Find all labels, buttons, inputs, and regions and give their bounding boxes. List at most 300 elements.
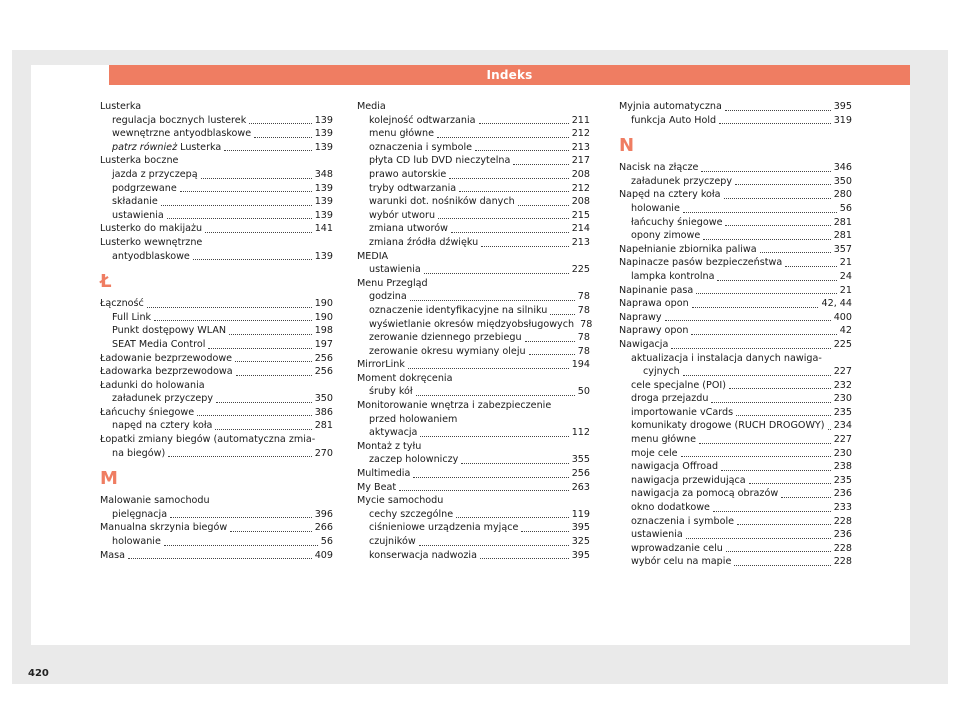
dot-leader bbox=[170, 517, 312, 518]
index-entry bbox=[619, 188, 852, 202]
index-page-ref: 119 bbox=[571, 508, 590, 520]
dot-leader bbox=[671, 348, 830, 349]
index-entry bbox=[100, 324, 333, 338]
index-page-ref: 78 bbox=[577, 332, 590, 344]
index-entry-text: napęd na cztery koła bbox=[112, 420, 213, 432]
dot-leader bbox=[696, 293, 836, 294]
index-entry-text: podgrzewane bbox=[112, 182, 177, 194]
index-entry-text: Ładowanie bezprzewodowe bbox=[100, 352, 233, 364]
dot-leader bbox=[201, 178, 312, 179]
index-entry bbox=[100, 154, 333, 168]
index-entry-text: ustawienia bbox=[369, 264, 421, 276]
index-entry-text: cechy szczególne bbox=[369, 508, 454, 520]
index-page-ref: 350 bbox=[314, 393, 333, 405]
index-entry-text: lampka kontrolna bbox=[631, 270, 715, 282]
dot-leader bbox=[726, 551, 831, 552]
index-entry bbox=[100, 379, 333, 393]
index-entry bbox=[357, 141, 590, 155]
index-page-ref: 346 bbox=[833, 162, 852, 174]
index-page-ref: 256 bbox=[314, 352, 333, 364]
dot-leader bbox=[224, 150, 311, 151]
index-entry-text: załadunek przyczepy bbox=[112, 393, 214, 405]
dot-leader bbox=[785, 266, 837, 267]
index-entry bbox=[619, 487, 852, 501]
index-entry-text: konserwacja nadwozia bbox=[369, 549, 477, 561]
dot-leader bbox=[180, 191, 312, 192]
index-entry bbox=[619, 406, 852, 420]
index-page-ref: 139 bbox=[314, 182, 333, 194]
index-entry bbox=[357, 508, 590, 522]
index-entry bbox=[619, 324, 852, 338]
index-entry bbox=[357, 222, 590, 236]
index-entry bbox=[357, 114, 590, 128]
index-entry-text: nawigacja przewidująca bbox=[631, 474, 746, 486]
index-entry bbox=[357, 549, 590, 563]
index-entry-text: Montaż z tyłu bbox=[357, 440, 422, 452]
index-entry-text: Naprawa opon bbox=[619, 298, 689, 310]
index-entry-text: Napęd na cztery koła bbox=[619, 189, 721, 201]
index-page-ref: 319 bbox=[833, 114, 852, 126]
index-entry bbox=[619, 501, 852, 515]
index-entry bbox=[100, 195, 333, 209]
index-page-ref: 21 bbox=[839, 284, 852, 296]
index-page-ref: 213 bbox=[571, 141, 590, 153]
index-entry bbox=[357, 182, 590, 196]
dot-leader bbox=[725, 110, 831, 111]
index-entry-text: regulacja bocznych lusterek bbox=[112, 114, 247, 126]
index-page-ref: 139 bbox=[314, 114, 333, 126]
index-entry bbox=[100, 209, 333, 223]
index-entry bbox=[357, 440, 590, 454]
index-page-ref: 141 bbox=[314, 223, 333, 235]
index-entry bbox=[357, 385, 590, 399]
index-entry-text: Nawigacja bbox=[619, 338, 669, 350]
index-entry-text: jazda z przyczepą bbox=[112, 168, 198, 180]
index-entry bbox=[357, 209, 590, 223]
index-entry-text: ustawienia bbox=[631, 529, 683, 541]
index-entry bbox=[357, 413, 590, 427]
index-entry bbox=[357, 127, 590, 141]
index-entry bbox=[357, 290, 590, 304]
index-entry-text: holowanie bbox=[112, 536, 161, 548]
index-page-ref: 355 bbox=[571, 454, 590, 466]
index-entry-text: Malowanie samochodu bbox=[100, 495, 210, 507]
index-page-ref: 56 bbox=[320, 536, 333, 548]
index-entry bbox=[357, 481, 590, 495]
index-page-ref: 190 bbox=[314, 311, 333, 323]
index-entry-text: Manualna skrzynia biegów bbox=[100, 522, 228, 534]
index-page-ref: 230 bbox=[833, 447, 852, 459]
index-page-ref: 225 bbox=[571, 264, 590, 276]
index-column-3 bbox=[619, 100, 852, 569]
index-entry bbox=[619, 243, 852, 257]
dot-leader bbox=[461, 463, 568, 464]
index-page-ref: 395 bbox=[833, 101, 852, 112]
dot-leader bbox=[459, 191, 569, 192]
dot-leader bbox=[416, 395, 575, 396]
dot-leader bbox=[449, 178, 568, 179]
index-page-ref: 256 bbox=[571, 468, 590, 480]
index-entry bbox=[100, 338, 333, 352]
dot-leader bbox=[235, 361, 312, 362]
dot-leader bbox=[717, 280, 836, 281]
index-page-ref: 228 bbox=[833, 556, 852, 568]
index-page-ref: 139 bbox=[314, 196, 333, 208]
index-entry-text: Lusterka boczne bbox=[100, 155, 179, 167]
index-entry-text: godzina bbox=[369, 291, 407, 303]
index-entry bbox=[357, 236, 590, 250]
index-entry-text: MEDIA bbox=[357, 250, 389, 262]
index-entry bbox=[357, 399, 590, 413]
dot-leader bbox=[737, 524, 831, 525]
dot-leader bbox=[147, 307, 312, 308]
index-entry bbox=[100, 494, 333, 508]
index-page-ref: 325 bbox=[571, 536, 590, 547]
index-entry-text: Multimedia bbox=[357, 468, 411, 480]
dot-leader bbox=[713, 511, 831, 512]
index-page-ref: 139 bbox=[314, 141, 333, 153]
index-entry bbox=[100, 406, 333, 420]
index-entry bbox=[619, 338, 852, 352]
dot-leader bbox=[480, 558, 569, 559]
index-entry-text: Ładowarka bezprzewodowa bbox=[100, 366, 233, 378]
dot-leader bbox=[721, 470, 831, 471]
index-page-ref: 395 bbox=[571, 549, 590, 561]
dot-leader bbox=[683, 375, 831, 376]
dot-leader bbox=[161, 205, 312, 206]
dot-leader bbox=[167, 218, 312, 219]
index-entry bbox=[357, 263, 590, 277]
dot-leader bbox=[683, 212, 837, 213]
index-entry bbox=[619, 100, 852, 114]
index-page-ref: 112 bbox=[571, 427, 590, 439]
index-entry-text: prawo autorskie bbox=[369, 168, 447, 180]
index-page-ref: 236 bbox=[833, 529, 852, 541]
dot-leader bbox=[438, 218, 569, 219]
index-page-ref: 78 bbox=[577, 345, 590, 357]
index-entry-text: oznaczenia i symbole bbox=[631, 515, 735, 527]
dot-leader bbox=[691, 334, 836, 335]
index-column-1 bbox=[100, 100, 333, 562]
dot-leader bbox=[408, 368, 569, 369]
index-entry bbox=[100, 535, 333, 549]
index-entry-text: menu główne bbox=[369, 128, 434, 140]
index-entry-text: Łączność bbox=[100, 298, 144, 310]
dot-leader bbox=[128, 558, 312, 559]
dot-leader bbox=[724, 198, 831, 199]
index-entry-text: Punkt dostępowy WLAN bbox=[112, 325, 227, 337]
index-entry-text: droga przejazdu bbox=[631, 393, 709, 405]
dot-leader bbox=[475, 150, 569, 151]
index-page-ref: 235 bbox=[833, 406, 852, 418]
index-entry bbox=[357, 304, 590, 318]
index-page-ref: 357 bbox=[833, 243, 852, 255]
index-entry bbox=[619, 161, 852, 175]
index-entry-text: śruby kół bbox=[369, 386, 413, 398]
index-entry bbox=[100, 433, 333, 447]
index-entry bbox=[357, 521, 590, 535]
index-entry bbox=[100, 236, 333, 250]
index-page-ref: 24 bbox=[839, 270, 852, 282]
index-entry-text: na biegów) bbox=[112, 447, 166, 459]
index-entry-text: zaczep holowniczy bbox=[369, 454, 459, 466]
index-page-ref: 281 bbox=[833, 230, 852, 242]
dot-leader bbox=[828, 429, 831, 430]
dot-leader bbox=[686, 538, 831, 539]
index-page-ref: 263 bbox=[571, 481, 590, 493]
index-page-ref: 235 bbox=[833, 474, 852, 486]
index-entry bbox=[357, 331, 590, 345]
index-entry-text: opony zimowe bbox=[631, 230, 701, 242]
dot-leader bbox=[229, 334, 312, 335]
index-entry bbox=[357, 100, 590, 114]
index-letter-heading: Ł bbox=[100, 271, 112, 293]
dot-leader bbox=[734, 565, 830, 566]
index-entry bbox=[619, 460, 852, 474]
index-entry bbox=[100, 141, 333, 155]
dot-leader bbox=[205, 232, 312, 233]
index-entry-text: czujników bbox=[369, 536, 416, 547]
dot-leader bbox=[719, 123, 831, 124]
index-page-ref: 139 bbox=[314, 250, 333, 262]
index-page-ref: 227 bbox=[833, 434, 852, 446]
index-entry-text: SEAT Media Control bbox=[112, 338, 206, 350]
index-page-ref: 280 bbox=[833, 189, 852, 201]
dot-leader bbox=[249, 123, 311, 124]
index-entry-text: oznaczenia i symbole bbox=[369, 141, 473, 153]
dot-leader bbox=[725, 225, 830, 226]
index-entry-text: wewnętrzne antyodblaskowe bbox=[112, 128, 252, 140]
dot-leader bbox=[521, 531, 568, 532]
index-letter-heading: N bbox=[619, 135, 635, 157]
index-page-ref: 236 bbox=[833, 488, 852, 500]
dot-leader bbox=[410, 300, 575, 301]
index-entry-text: wybór celu na mapie bbox=[631, 556, 732, 568]
index-entry-text: płyta CD lub DVD nieczytelna bbox=[369, 155, 511, 167]
index-page-ref: 194 bbox=[571, 359, 590, 371]
index-entry-text: przed holowaniem bbox=[369, 413, 458, 425]
index-entry bbox=[619, 433, 852, 447]
index-entry bbox=[100, 168, 333, 182]
see-also-label: patrz również bbox=[112, 141, 178, 153]
index-entry bbox=[619, 542, 852, 556]
dot-leader bbox=[749, 483, 831, 484]
index-entry-text: kolejność odtwarzania bbox=[369, 114, 476, 126]
index-page-ref: 50 bbox=[577, 386, 590, 398]
index-entry-text: zmiana utworów bbox=[369, 223, 448, 235]
index-entry bbox=[100, 508, 333, 522]
index-entry-text: Naprawy opon bbox=[619, 325, 689, 337]
index-entry bbox=[619, 229, 852, 243]
index-entry-text: cele specjalne (POI) bbox=[631, 379, 726, 391]
index-page-ref: 139 bbox=[314, 209, 333, 221]
index-entry bbox=[100, 549, 333, 563]
index-column-2 bbox=[357, 100, 593, 562]
index-entry bbox=[357, 318, 593, 332]
index-entry-text: Lusterko wewnętrzne bbox=[100, 236, 203, 248]
index-entry-text: MirrorLink bbox=[357, 359, 405, 371]
index-entry bbox=[619, 256, 852, 270]
index-entry bbox=[619, 528, 852, 542]
index-page-ref: 234 bbox=[833, 420, 852, 432]
index-entry-text: moje cele bbox=[631, 447, 678, 459]
dot-leader bbox=[420, 436, 568, 437]
dot-leader bbox=[703, 239, 830, 240]
index-page-ref: 281 bbox=[833, 216, 852, 228]
index-entry bbox=[619, 175, 852, 189]
index-entry-text: funkcja Auto Hold bbox=[631, 114, 717, 126]
index-entry bbox=[100, 250, 333, 264]
index-entry bbox=[619, 352, 852, 366]
index-entry bbox=[100, 447, 333, 461]
index-entry bbox=[619, 419, 852, 433]
index-entry bbox=[357, 195, 590, 209]
index-page-ref: 208 bbox=[571, 196, 590, 208]
index-entry-text: Mycie samochodu bbox=[357, 495, 444, 507]
dot-leader bbox=[236, 375, 312, 376]
index-page-ref: 78 bbox=[580, 318, 593, 330]
dot-leader bbox=[154, 320, 312, 321]
index-entry-text: oznaczenie identyfikacyjne na silniku bbox=[369, 304, 548, 316]
index-entry-text: Moment dokręcenia bbox=[357, 372, 453, 384]
index-entry bbox=[100, 419, 333, 433]
dot-leader bbox=[193, 259, 312, 260]
index-entry bbox=[100, 297, 333, 311]
page-frame bbox=[12, 50, 948, 684]
index-entry-text: ustawienia bbox=[112, 209, 164, 221]
index-entry-text: patrz również Lusterka bbox=[112, 141, 222, 153]
index-entry bbox=[100, 182, 333, 196]
index-entry-text: Full Link bbox=[112, 311, 152, 323]
dot-leader bbox=[451, 232, 569, 233]
index-entry-text: nawigacja za pomocą obrazów bbox=[631, 488, 779, 500]
index-page-ref: 228 bbox=[833, 542, 852, 554]
index-entry-text: menu główne bbox=[631, 434, 696, 446]
index-page-ref: 217 bbox=[571, 155, 590, 167]
index-entry bbox=[619, 392, 852, 406]
index-page-ref: 21 bbox=[839, 257, 852, 269]
index-entry bbox=[619, 284, 852, 298]
index-entry bbox=[619, 114, 852, 128]
index-entry bbox=[619, 311, 852, 325]
index-entry-text: holowanie bbox=[631, 202, 680, 214]
index-entry-text: składanie bbox=[112, 196, 158, 208]
dot-leader bbox=[513, 164, 568, 165]
index-entry-text: zmiana źródła dźwięku bbox=[369, 236, 479, 248]
dot-leader bbox=[550, 314, 574, 315]
index-entry bbox=[357, 277, 590, 291]
index-entry-text: antyodblaskowe bbox=[112, 250, 190, 262]
index-entry-text: zerowanie dziennego przebiegu bbox=[369, 332, 522, 344]
index-entry-text: Napinacze pasów bezpieczeństwa bbox=[619, 257, 783, 269]
index-page-ref: 198 bbox=[314, 325, 333, 337]
dot-leader bbox=[729, 388, 831, 389]
index-entry bbox=[357, 467, 590, 481]
index-page-ref: 281 bbox=[314, 420, 333, 432]
index-entry-text: Monitorowanie wnętrza i zabezpieczenie bbox=[357, 400, 552, 412]
index-entry bbox=[100, 365, 333, 379]
index-entry bbox=[619, 447, 852, 461]
index-page-ref: 238 bbox=[833, 461, 852, 473]
index-entry-text: My Beat bbox=[357, 481, 397, 493]
index-entry bbox=[619, 216, 852, 230]
index-page-ref: 233 bbox=[833, 502, 852, 514]
dot-leader bbox=[216, 402, 312, 403]
index-entry bbox=[619, 474, 852, 488]
index-entry-text: Myjnia automatyczna bbox=[619, 101, 722, 112]
index-entry bbox=[100, 127, 333, 141]
index-entry-text: Łopatki zmiany biegów (automatyczna zmia- bbox=[100, 434, 316, 446]
index-entry-text: aktywacja bbox=[369, 427, 418, 439]
index-entry bbox=[357, 494, 590, 508]
index-entry bbox=[619, 297, 852, 311]
dot-leader bbox=[456, 517, 569, 518]
index-page-ref: 139 bbox=[314, 128, 333, 140]
index-page-ref: 212 bbox=[571, 182, 590, 194]
index-entry-text: ciśnieniowe urządzenia myjące bbox=[369, 522, 519, 534]
dot-leader bbox=[424, 273, 569, 274]
dot-leader bbox=[711, 402, 830, 403]
index-entry-text: aktualizacja i instalacja danych nawiga- bbox=[631, 352, 822, 364]
dot-leader bbox=[518, 205, 569, 206]
index-entry-text: łańcuchy śniegowe bbox=[631, 216, 723, 228]
index-header: Indeks bbox=[109, 65, 910, 85]
index-entry-text: Media bbox=[357, 101, 386, 112]
index-entry-text: zerowanie okresu wymiany oleju bbox=[369, 345, 526, 357]
index-page-ref: 350 bbox=[833, 175, 852, 187]
index-entry-text: Lusterko do makijażu bbox=[100, 223, 203, 235]
index-entry bbox=[619, 555, 852, 569]
index-page-ref: 225 bbox=[833, 338, 852, 350]
index-entry bbox=[619, 365, 852, 379]
document-page bbox=[31, 65, 910, 645]
dot-leader bbox=[781, 497, 831, 498]
index-page-ref: 78 bbox=[577, 291, 590, 303]
dot-leader bbox=[701, 171, 830, 172]
dot-leader bbox=[164, 545, 318, 546]
dot-leader bbox=[735, 184, 831, 185]
index-entry bbox=[100, 521, 333, 535]
dot-leader bbox=[230, 531, 311, 532]
dot-leader bbox=[665, 320, 831, 321]
dot-leader bbox=[254, 137, 312, 138]
index-entry-text: Menu Przegląd bbox=[357, 277, 428, 289]
index-entry bbox=[100, 222, 333, 236]
index-page-ref: 215 bbox=[571, 209, 590, 221]
dot-leader bbox=[215, 429, 311, 430]
index-entry bbox=[100, 100, 333, 114]
index-entry-text: wybór utworu bbox=[369, 209, 436, 221]
index-entry-text: Napinanie pasa bbox=[619, 284, 694, 296]
index-page-ref: 228 bbox=[833, 515, 852, 527]
index-entry-text: komunikaty drogowe (RUCH DROGOWY) bbox=[631, 420, 825, 432]
index-entry-text: Nacisk na złącze bbox=[619, 162, 699, 174]
index-entry bbox=[100, 352, 333, 366]
dot-leader bbox=[437, 137, 569, 138]
index-page-ref: 42, 44 bbox=[821, 298, 852, 310]
index-page-ref: 386 bbox=[314, 406, 333, 418]
index-page-ref: 208 bbox=[571, 168, 590, 180]
dot-leader bbox=[692, 307, 819, 308]
index-entry bbox=[619, 515, 852, 529]
index-page-ref: 211 bbox=[571, 114, 590, 126]
index-page-ref: 256 bbox=[314, 366, 333, 378]
dot-leader bbox=[479, 123, 569, 124]
index-entry bbox=[100, 392, 333, 406]
index-entry bbox=[619, 270, 852, 284]
index-page-ref: 230 bbox=[833, 393, 852, 405]
dot-leader bbox=[525, 341, 575, 342]
